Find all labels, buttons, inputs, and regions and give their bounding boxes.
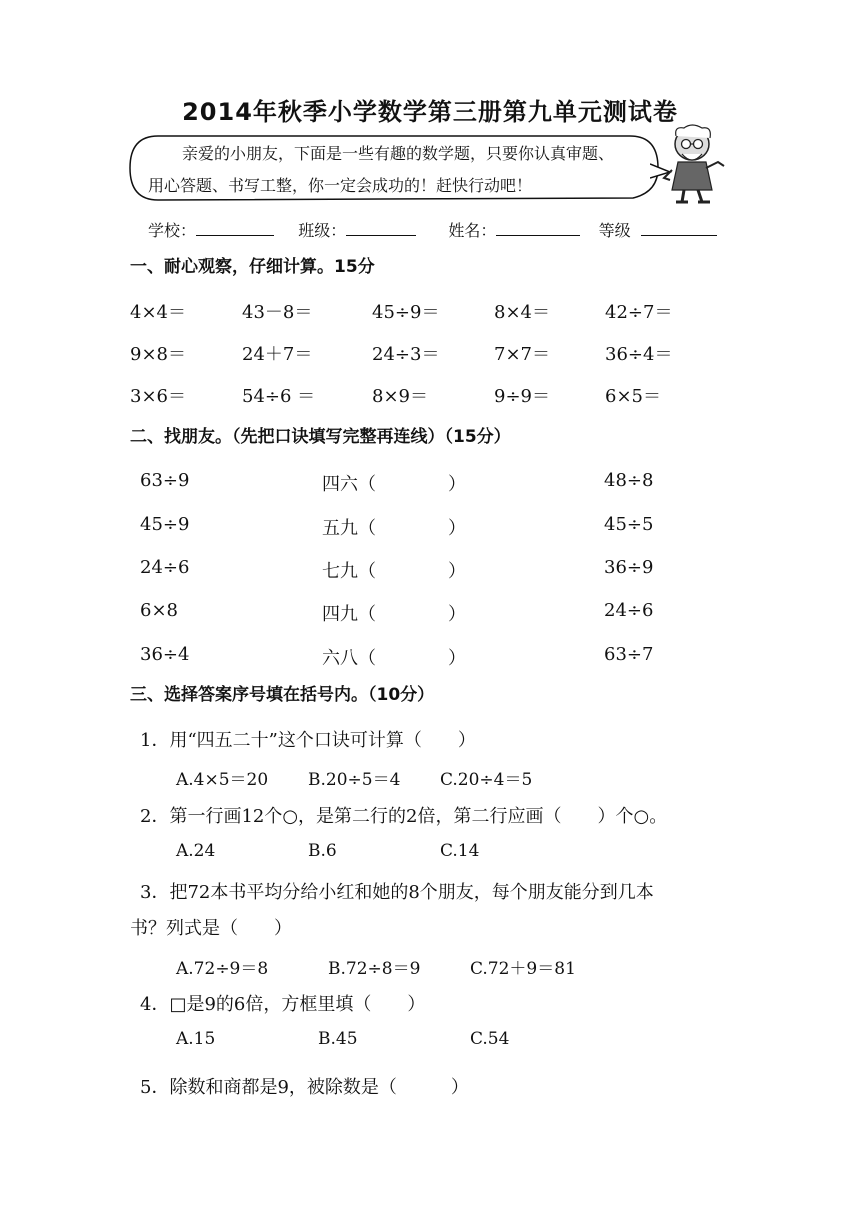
question-4: 4．□是9的6倍，方框里填（ ）	[140, 994, 426, 1015]
match-left-item: 24÷6	[140, 557, 190, 578]
match-rhyme-item[interactable]: 六八（ ）	[322, 648, 466, 669]
q3-option-b[interactable]: B.72÷8＝9	[328, 959, 421, 979]
calc-item: 45÷9＝	[372, 302, 440, 323]
match-right-item: 63÷7	[604, 644, 654, 665]
section-1-heading: 一、耐心观察，仔细计算。15分	[130, 257, 375, 277]
calc-item: 9×8＝	[130, 344, 186, 365]
calc-item: 24÷3＝	[372, 344, 440, 365]
q4-option-b[interactable]: B.45	[318, 1029, 358, 1049]
school-blank[interactable]	[196, 221, 274, 236]
class-blank[interactable]	[346, 221, 416, 236]
match-rhyme-item[interactable]: 五九（ ）	[322, 518, 466, 539]
class-label: 班级：	[298, 221, 347, 240]
calc-item: 3×6＝	[130, 386, 186, 407]
match-left-item: 45÷9	[140, 514, 190, 535]
grade-label: 等级	[598, 221, 631, 240]
question-2: 2．第一行画12个○，是第二行的2倍，第二行应画（ ）个○。	[140, 806, 668, 827]
q4-option-c[interactable]: C.54	[470, 1029, 510, 1049]
match-left-item: 6×8	[140, 600, 178, 621]
calc-item: 42÷7＝	[605, 302, 673, 323]
match-right-item: 48÷8	[604, 470, 654, 491]
question-3-line-2: 书？列式是（ ）	[130, 918, 292, 939]
calc-item: 9÷9＝	[494, 386, 550, 407]
info-fields	[148, 218, 717, 241]
calc-item: 6×5＝	[605, 386, 661, 407]
question-1: 1．用“四五二十”这个口诀可计算（ ）	[140, 730, 476, 751]
q2-option-a[interactable]: A.24	[176, 841, 216, 861]
grade-blank[interactable]	[641, 221, 717, 236]
match-rhyme-item[interactable]: 四九（ ）	[322, 604, 466, 625]
q4-option-a[interactable]: A.15	[176, 1029, 216, 1049]
calc-item: 7×7＝	[494, 344, 550, 365]
calc-item: 8×4＝	[494, 302, 550, 323]
intro-line-1: 亲爱的小朋友，下面是一些有趣的数学题，只要你认真审题、	[182, 144, 615, 163]
q2-option-c[interactable]: C.14	[440, 841, 480, 861]
q3-option-a[interactable]: A.72÷9＝8	[176, 959, 269, 979]
name-label: 姓名：	[448, 221, 497, 240]
q3-option-c[interactable]: C.72＋9＝81	[470, 959, 576, 979]
q2-option-b[interactable]: B.6	[308, 841, 337, 861]
professor-illustration	[662, 122, 732, 204]
calc-item: 4×4＝	[130, 302, 186, 323]
calc-item: 8×9＝	[372, 386, 428, 407]
school-label: 学校：	[148, 221, 197, 240]
section-2-heading: 二、找朋友。（先把口诀填写完整再连线）（15分）	[130, 427, 511, 447]
match-left-item: 63÷9	[140, 470, 190, 491]
page-title: 2014年秋季小学数学第三册第九单元测试卷	[182, 98, 678, 126]
match-right-item: 24÷6	[604, 600, 654, 621]
q1-option-a[interactable]: A.4×5＝20	[176, 770, 269, 790]
match-rhyme-item[interactable]: 七九（ ）	[322, 561, 466, 582]
calc-item: 24＋7＝	[242, 344, 313, 365]
q1-option-c[interactable]: C.20÷4＝5	[440, 770, 533, 790]
intro-line-2: 用心答题、书写工整，你一定会成功的！赶快行动吧！	[148, 176, 533, 195]
calc-item: 54÷6 ＝	[242, 386, 316, 407]
question-5: 5．除数和商都是9，被除数是（ ）	[140, 1077, 469, 1098]
match-left-item: 36÷4	[140, 644, 190, 665]
name-blank[interactable]	[496, 221, 580, 236]
calc-item: 43－8＝	[242, 302, 313, 323]
question-3-line-1: 3．把72本书平均分给小红和她的8个朋友，每个朋友能分到几本	[140, 882, 654, 903]
calc-item: 36÷4＝	[605, 344, 673, 365]
section-3-heading: 三、选择答案序号填在括号内。（10分）	[130, 685, 435, 705]
match-right-item: 36÷9	[604, 557, 654, 578]
match-rhyme-item[interactable]: 四六（ ）	[322, 474, 466, 495]
q1-option-b[interactable]: B.20÷5＝4	[308, 770, 401, 790]
match-right-item: 45÷5	[604, 514, 654, 535]
